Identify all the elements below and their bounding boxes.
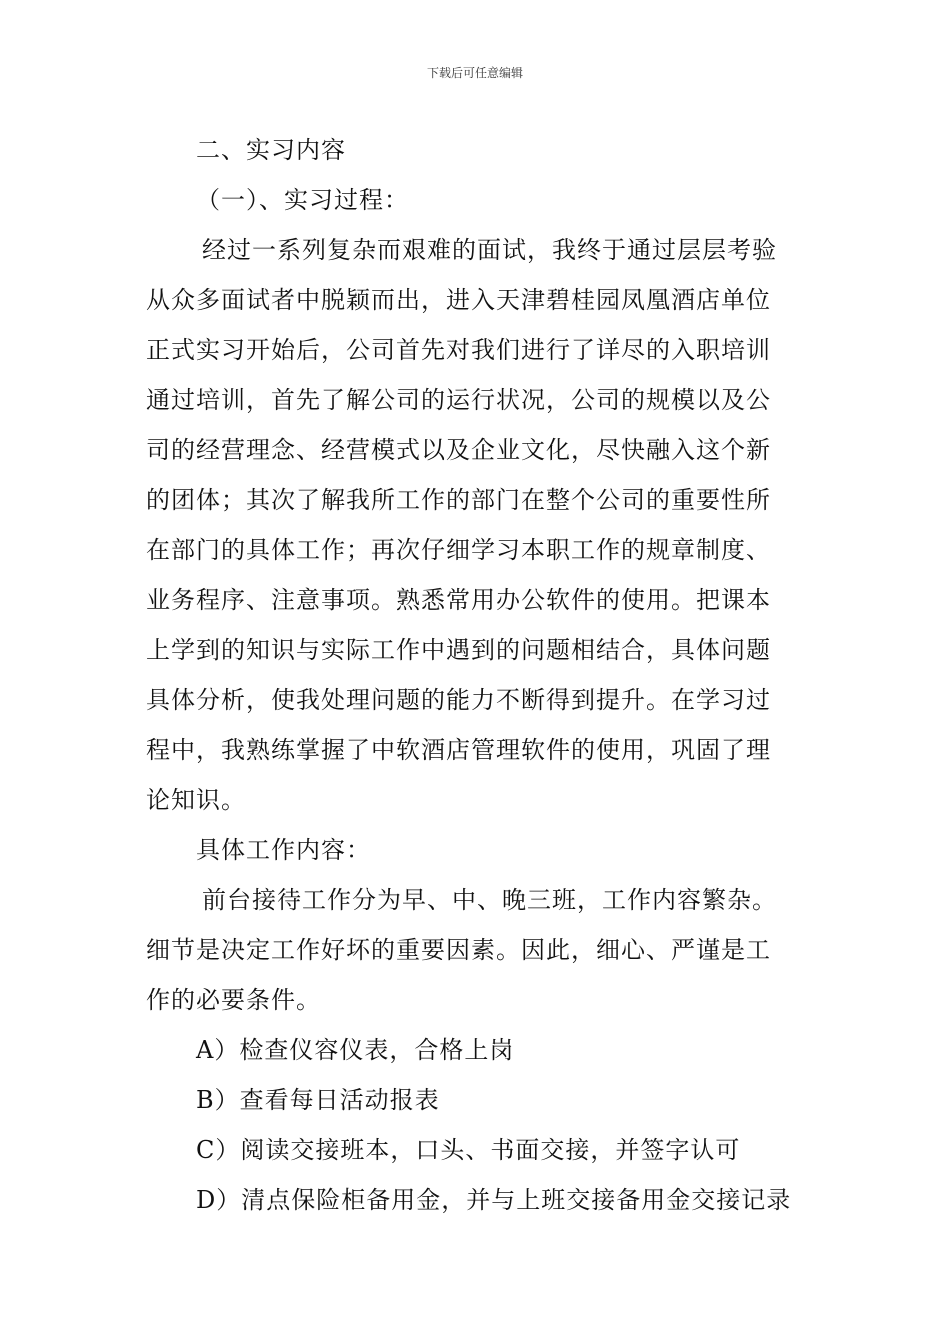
- document-body: [146, 125, 808, 1225]
- paragraph-line: 在部门的具体工作；再次仔细学习本职工作的规章制度、: [146, 536, 771, 564]
- list-item: C）阅读交接班本，口头、书面交接，并签字认可: [196, 1136, 741, 1164]
- paragraph-line: 程中，我熟练掌握了中软酒店管理软件的使用，巩固了理: [146, 736, 771, 764]
- paragraph-line: 前台接待工作分为早、中、晚三班，工作内容繁杂。: [202, 886, 777, 914]
- page-header: 下载后可任意编辑: [426, 66, 523, 80]
- work-content-label: 具体工作内容：: [196, 836, 371, 864]
- paragraph-line: 的团体；其次了解我所工作的部门在整个公司的重要性所: [146, 486, 771, 514]
- paragraph-line: 司的经营理念、经营模式以及企业文化，尽快融入这个新: [146, 436, 771, 464]
- list-item: D）清点保险柜备用金，并与上班交接备用金交接记录: [196, 1186, 792, 1214]
- subsection-heading: （一）、实习过程：: [196, 186, 409, 214]
- list-item: B）查看每日活动报表: [196, 1086, 440, 1114]
- paragraph-line: 上学到的知识与实际工作中遇到的问题相结合，具体问题: [146, 636, 771, 664]
- paragraph-line: 正式实习开始后，公司首先对我们进行了详尽的入职培训: [146, 336, 771, 364]
- paragraph-line: 作的必要条件。: [146, 986, 321, 1014]
- paragraph-line: 从众多面试者中脱颖而出，进入天津碧桂园凤凰酒店单位: [146, 286, 771, 314]
- paragraph-line: 通过培训，首先了解公司的运行状况，公司的规模以及公: [146, 386, 771, 414]
- paragraph-line: 具体分析，使我处理问题的能力不断得到提升。在学习过: [146, 686, 771, 714]
- paragraph-line: 业务程序、注意事项。熟悉常用办公软件的使用。把课本: [146, 586, 771, 614]
- paragraph-line: 细节是决定工作好坏的重要因素。因此，细心、严谨是工: [146, 936, 771, 964]
- list-item: A）检查仪容仪表，合格上岗: [196, 1036, 515, 1064]
- paragraph-line: 经过一系列复杂而艰难的面试，我终于通过层层考验: [202, 236, 777, 264]
- section-heading: 二、实习内容: [196, 136, 346, 164]
- paragraph-line: 论知识。: [146, 786, 246, 814]
